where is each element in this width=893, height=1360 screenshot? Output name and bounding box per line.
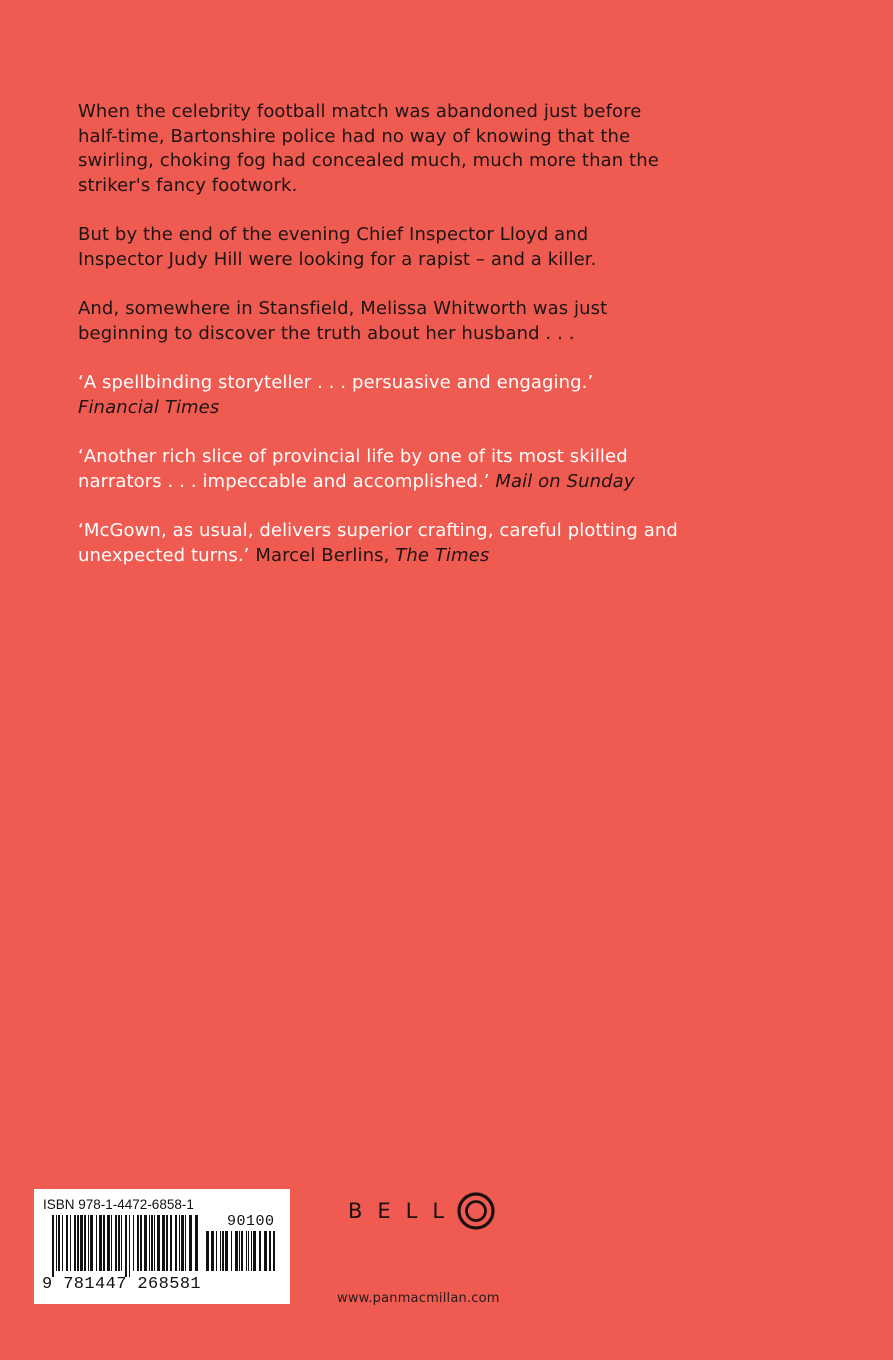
review-quote-2 xyxy=(78,445,678,494)
publisher-logo-text: BELL xyxy=(348,1199,460,1223)
isbn-label: ISBN 978-1-4472-6858-1 xyxy=(43,1197,194,1212)
barcode-bars-icon xyxy=(52,1215,202,1277)
review-source: Financial Times xyxy=(78,396,220,418)
review-author: Marcel Berlins, xyxy=(255,544,390,566)
review-quote-text: ‘McGown, as usual, delivers superior crafting, careful plotting and unexpected turns.’ xyxy=(78,520,678,566)
back-cover-blurb xyxy=(78,100,678,593)
publisher-logo xyxy=(348,1191,496,1231)
circle-o-icon xyxy=(456,1191,496,1231)
barcode-addon-bars-icon xyxy=(206,1231,278,1277)
review-quote-text: ‘A spellbinding storyteller . . . persuasive and engaging.’ xyxy=(78,372,594,393)
isbn-barcode xyxy=(34,1189,290,1304)
publisher-website: www.panmacmillan.com xyxy=(337,1291,500,1306)
synopsis-paragraph-1: When the celebrity football match was abandoned just before half-time, Bartonshire police had no way of knowing that the swirling, choking fog had concealed much, much more than the striker's fancy footwork. xyxy=(78,101,659,196)
review-source: The Times xyxy=(395,544,490,566)
review-quote-3 xyxy=(78,519,678,568)
synopsis-paragraph-2: But by the end of the evening Chief Inspector Lloyd and Inspector Judy Hill were looking for a rapist – and a killer. xyxy=(78,224,597,270)
review-quote-1 xyxy=(78,371,678,420)
review-source: Mail on Sunday xyxy=(495,470,635,492)
synopsis-paragraph-3: And, somewhere in Stansfield, Melissa Whitworth was just beginning to discover the truth about her husband . . . xyxy=(78,298,608,344)
barcode-digits: 9 781447 268581 xyxy=(42,1275,202,1294)
review-quote-text: ‘Another rich slice of provincial life by one of its most skilled narrators . . . impeccable and accomplished.’ xyxy=(78,446,628,492)
price-code: 90100 xyxy=(227,1213,275,1230)
